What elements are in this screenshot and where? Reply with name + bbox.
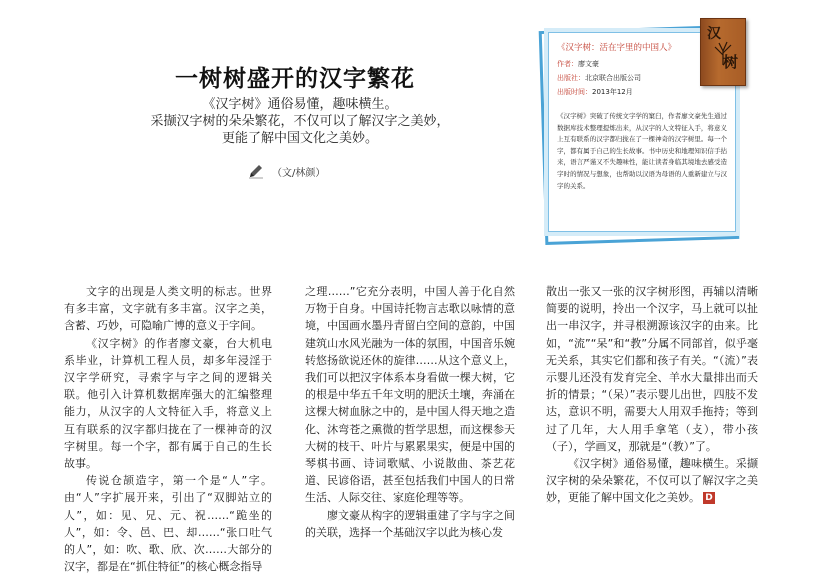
article-title: 一树树盛开的汉字繁花 [175, 66, 415, 92]
cover-glyph-bottom: 树 [723, 53, 739, 71]
paragraph: 廖文豪从构字的逻辑重建了字与字之间的关联，选择一个基础汉字以此为核心发 [305, 508, 515, 539]
book-title: 《汉字树：活在字里的中国人》 [557, 43, 677, 53]
book-publisher [557, 73, 641, 83]
author-value: 廖文豪 [578, 60, 599, 68]
body-column-1 [64, 283, 272, 575]
book-description: 《汉字树》突破了传统文字学的窠臼，作者廖文豪先生通过数据库技术整理提炼出来，从汉字的人文特征入手，将意义上互有联系的汉字都归拢在了一棵神奇的汉字树里。每一个字，都有属于自己的生长故事。书中历史和地理知识信手拈来，语言严谨又不失趣味性，能让读者身临其境地去感受造字时的情况与想象，也帮助以汉语为母语的人重新建立与汉字的关系。 [557, 112, 727, 190]
article-subtitle [120, 96, 480, 147]
byline [248, 163, 325, 179]
end-mark-icon: D [703, 492, 715, 504]
body-column-3 [546, 283, 758, 507]
subtitle-line: 《汉字树》通俗易懂，趣味横生。 [202, 97, 398, 112]
pen-icon [248, 163, 264, 179]
publisher-label: 出版社： [557, 74, 585, 82]
date-value: 2013年12月 [592, 88, 633, 96]
book-author [557, 59, 599, 69]
book-cover-image [700, 18, 746, 86]
subtitle-line: 更能了解中国文化之美妙。 [221, 131, 378, 146]
date-label: 出版时间： [557, 88, 592, 96]
paragraph [546, 455, 758, 507]
book-date [557, 87, 633, 97]
paragraph: 《汉字树》的作者廖文豪，台大机电系毕业，计算机工程人员，却多年浸淫于汉字学研究，寻索字与字之间的逻辑关联。他引入计算机数据库强大的汇编整理能力，从汉字的人文特征入手，将意义上互有联系的汉字都归拢在了一棵神奇的汉字树里。每一个字，都有属于自己的生长故事。 [64, 336, 272, 471]
paragraph: 散出一张又一张的汉字树形图，再辅以清晰简要的说明，拎出一个汉字，马上就可以扯出一串汉字，并寻根溯源该汉字的由来。比如，“流”“呆”和“教”分属不同部首，似乎毫无关系，其实它们都和孩子有关。“（流）”表示婴儿还没有发育完全、羊水大量排出而夭折的情景；“（呆）”表示婴儿出世，四肢不发达，意识不明，需要大人用双手拖持；等到过了几年，大人用手拿笔（攴），带小孩（子），学画叉，那就是“（教）”了。 [546, 285, 758, 453]
body-column-2 [305, 283, 515, 541]
paragraph: 文字的出现是人类文明的标志。世界有多丰富，文字就有多丰富。汉字之美，含蓄、巧妙，可隐喻广博的意义于字间。 [64, 285, 272, 333]
paragraph: 传说仓颉造字，第一个是“人”字。由“人”字扩展开来，引出了“双脚站立的人”，如：见、兄、元、祝……“跪坐的人”，如：令、邑、巴、却……“张口吐气的人”，如：吹、歌、欣、次……大部分的汉字，都是在“抓住特征”的核心概念指导 [64, 474, 272, 574]
cover-glyph-top: 汉 [707, 26, 721, 42]
publisher-value: 北京联合出版公司 [585, 74, 641, 82]
author-label: 作者： [557, 60, 578, 68]
paragraph: 之理……”它充分表明，中国人善于化自然万物于自身。中国诗托物言志歌以咏情的意境，中国画水墨丹青留白空间的意韵，中国建筑山水风光融为一体的氛围，中国音乐婉转悠扬欲说还休的旋律……从这个意义上，我们可以把汉字体系本身看做一棵大树，它的根是中华五千年文明的肥沃土壤，奔涌在这棵大树血脉之中的，是中国人得天地之造化、沐弯苍之熏微的哲学思想，而这棵参天大树的枝干、叶片与累累果实，便是中国的琴棋书画、诗词歌赋、小说散曲、茶艺花道、民谚俗语，甚至包括我们中国人的日常生活、人际交往、家庭伦理等等。 [305, 285, 515, 505]
closing-text: 《汉字树》通俗易懂，趣味横生。采撷汉字树的朵朵繁花，不仅可以了解汉字之美妙，更能了解中国文化之美妙。 [546, 457, 758, 505]
subtitle-line: 采撷汉字树的朵朵繁花，不仅可以了解汉字之美妙， [150, 114, 450, 129]
byline-text: （文/林颜） [272, 167, 326, 179]
